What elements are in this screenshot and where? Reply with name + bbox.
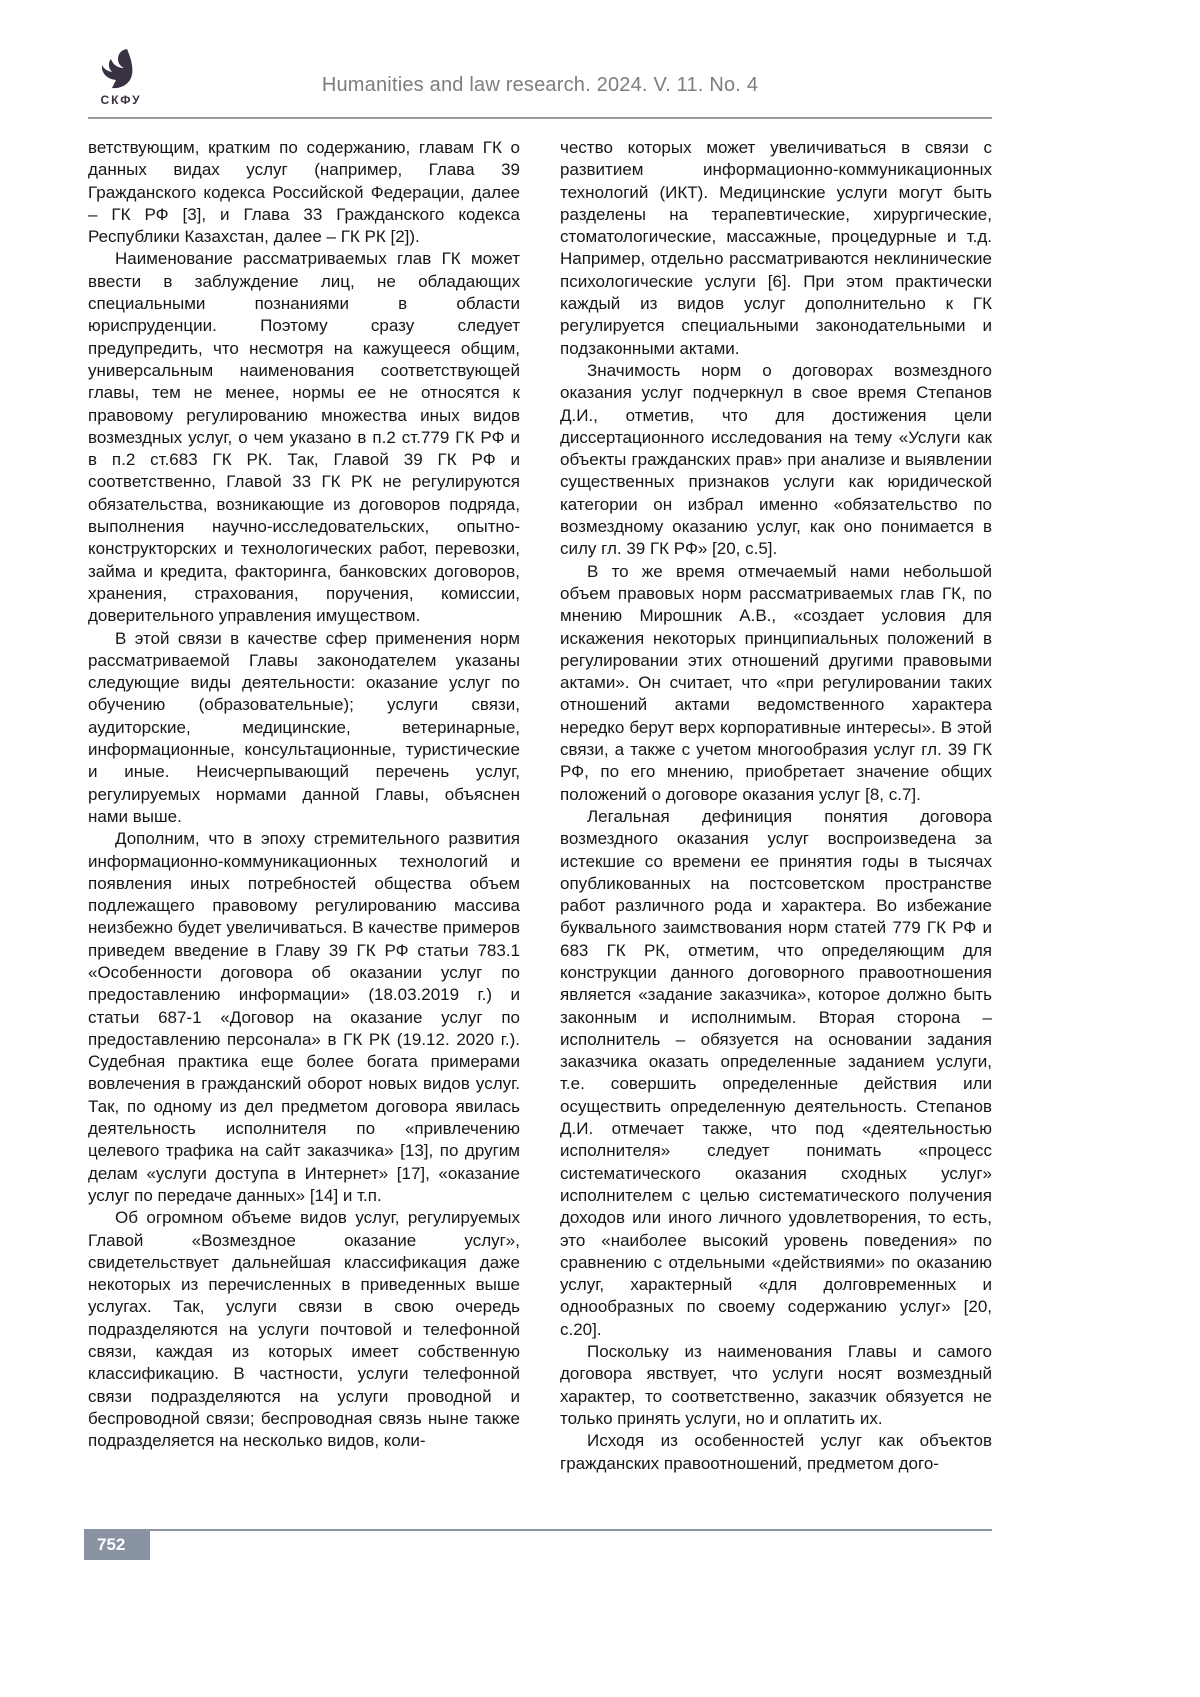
footer-divider [150,1529,992,1531]
paragraph: Поскольку из наименования Главы и самого договора явствует, что услуги носят возмездный характер, то соответственно, заказчик обязуется не только принять услуги, но и оплатить их. [560,1342,992,1428]
paragraph: Исходя из особенностей услуг как объектов гражданских правоотношений, предметом дого- [560,1431,992,1473]
paragraph: В этой связи в качестве сфер применения норм рассматриваемой Главы законодателем указаны следующие виды деятельности: оказание услуг по обучению (образовательные); услуги связи, аудиторские, медицинские, ветеринарные, информационные, консультационные, туристические и иные. Неисчерпывающий перечень услуг, регулируемых нормами данной Главы, объяснен нами выше. [88,628,520,826]
left-column [88,137,520,1475]
paragraph: В то же время отмечаемый нами небольшой объем правовых норм рассматриваемых глав ГК, по мнению Мирошник А.В., «создает условия для искажения некоторых принципиальных положений в регулировании этих отношений другими правовыми актами». Он считает, что «при регулировании таких отношений актами ведомственного характера нередко берут верх корпоративные интересы». В этой связи, а также с учетом многообразия услуг гл. 39 ГК РФ, по его мнению, приобретает значение общих положений о договоре оказания услуг [8, с.7]. [560,561,992,804]
header-divider [88,117,992,119]
paragraph: Наименование рассматриваемых глав ГК может ввести в заблуждение лиц, не обладающих специальными познаниями в области юриспруденции. Поэтому сразу следует предупредить, что несмотря на кажущееся общим, универсальным наименования соответствующей главы, тем не менее, нормы ее не относятся к правовому регулированию множества иных видов возмездных услуг, о чем указано в п.2 ст.779 ГК РФ и в п.2 ст.683 ГК РК. Так, Главой 39 ГК РФ и соответственно, Главой 33 ГК РК не регулируются обязательства, возникающие из договоров подряда, выполнения научно-исследовательских, опытно-конструкторских и технологических работ, перевозки, займа и кредита, факторинга, банковских договоров, хранения, страхования, поручения, комиссии, доверительного управления имуществом. [88,249,520,626]
logo-text: СКФУ [100,93,142,107]
paragraph: Значимость норм о договорах возмездного оказания услуг подчеркнул в свое время Степанов Д.И., отметив, что для достижения цели диссертационного исследования на тему «Услуги как объекты гражданских прав» при анализе и выявлении существенных признаков услуги как юридической категории он избрал именно «обязательство по возмездному оказанию услуг, как оно понимается в силу гл. 39 ГК РФ» [20, с.5]. [560,360,992,559]
right-column [560,137,992,1475]
paragraph: Легальная дефиниция понятия договора возмездного оказания услуг воспроизведена за истекшие со времени ее принятия годы в тысячах опубликованных на постсоветском пространстве работ различного рода и характера. Во избежание буквального заимствования норм статей 779 ГК РФ и 683 ГК РК, отметим, что определяющим для конструкции данного договорного правоотношения является «задание заказчика», которое должно быть законным и исполнимым. Вторая сторона – исполнитель – обязуется на основании задания заказчика оказать определенные заданием услуги, т.е. совершить определенные действия или осуществить определенную деятельность. Степанов Д.И. отмечает также, что под «деятельностью исполнителя» следует понимать «процесс систематического оказания сходных услуг» исполнителем с целью систематического получения доходов или иного личного удовлетворения, то есть, это «наиболее высокий уровень поведения» по сравнению с отдельными «действиями» по оказанию услуг, характерный «для долговременных и однообразных по своему содержанию услуг» [20, с.20]. [560,806,992,1339]
paragraph: Дополним, что в эпоху стремительного развития информационно-коммуникационных технологий и появления иных потребностей общества объем подлежащего правовому регулированию массива неизбежно будет увеличиваться. В качестве примеров приведем введение в Главу 39 ГК РФ статьи 783.1 «Особенности договора об оказании услуг по предоставлению информации» (18.03.2019 г.) и статьи 687-1 «Договор на оказание услуг по предоставлению персонала» в ГК РК (19.12. 2020 г.). Судебная практика еще более богата примерами вовлечения в гражданский оборот новых видов услуг. Так, по одному из дел предметом договора явилась деятельность исполнителя по «привлечению целевого трафика на сайт заказчика» [13], по другим делам «услуги доступа в Интернет» [17], «оказание услуг по передаче данных» [14] и т.п. [88,829,520,1205]
journal-title: Humanities and law research. 2024. V. 11. No. 4 [321,74,759,96]
paragraph: ветствующим, кратким по содержанию, главам ГК о данных видах услуг (например, Глава 39 Гражданского кодекса Российской Федерации, далее – ГК РФ [3], и Глава 33 Гражданского кодекса Республики Казахстан, далее – ГК РК [2]). [88,138,520,247]
page-number-badge: 752 [84,1529,150,1560]
content-columns [88,137,992,1475]
paragraph: Об огромном объеме видов услуг, регулируемых Главой «Возмездное оказание услуг», свидетельствует дальнейшая классификация даже некоторых из перечисленных в приведенных выше услугах. Так, услуги связи в свою очередь подразделяются на услуги почтовой и телефонной связи, каждая из которых имеет собственную классификацию. В частности, услуги телефонной связи подразделяются на услуги проводной и беспроводной связи; беспроводная связь ныне также подразделяется на несколько видов, коли- [88,1208,520,1451]
page-header [88,48,992,114]
paragraph: чество которых может увеличиваться в связи с развитием информационно-коммуникационных технологий (ИКТ). Медицинские услуги могут быть разделены на терапевтические, хирургические, стоматологические, массажные, процедурные и т.д. Например, отдельно рассматриваются неклинические психологические услуги [6]. При этом практически каждый из видов услуг дополнительно к ГК регулируется специальными законодательными и подзаконными актами. [560,138,992,358]
